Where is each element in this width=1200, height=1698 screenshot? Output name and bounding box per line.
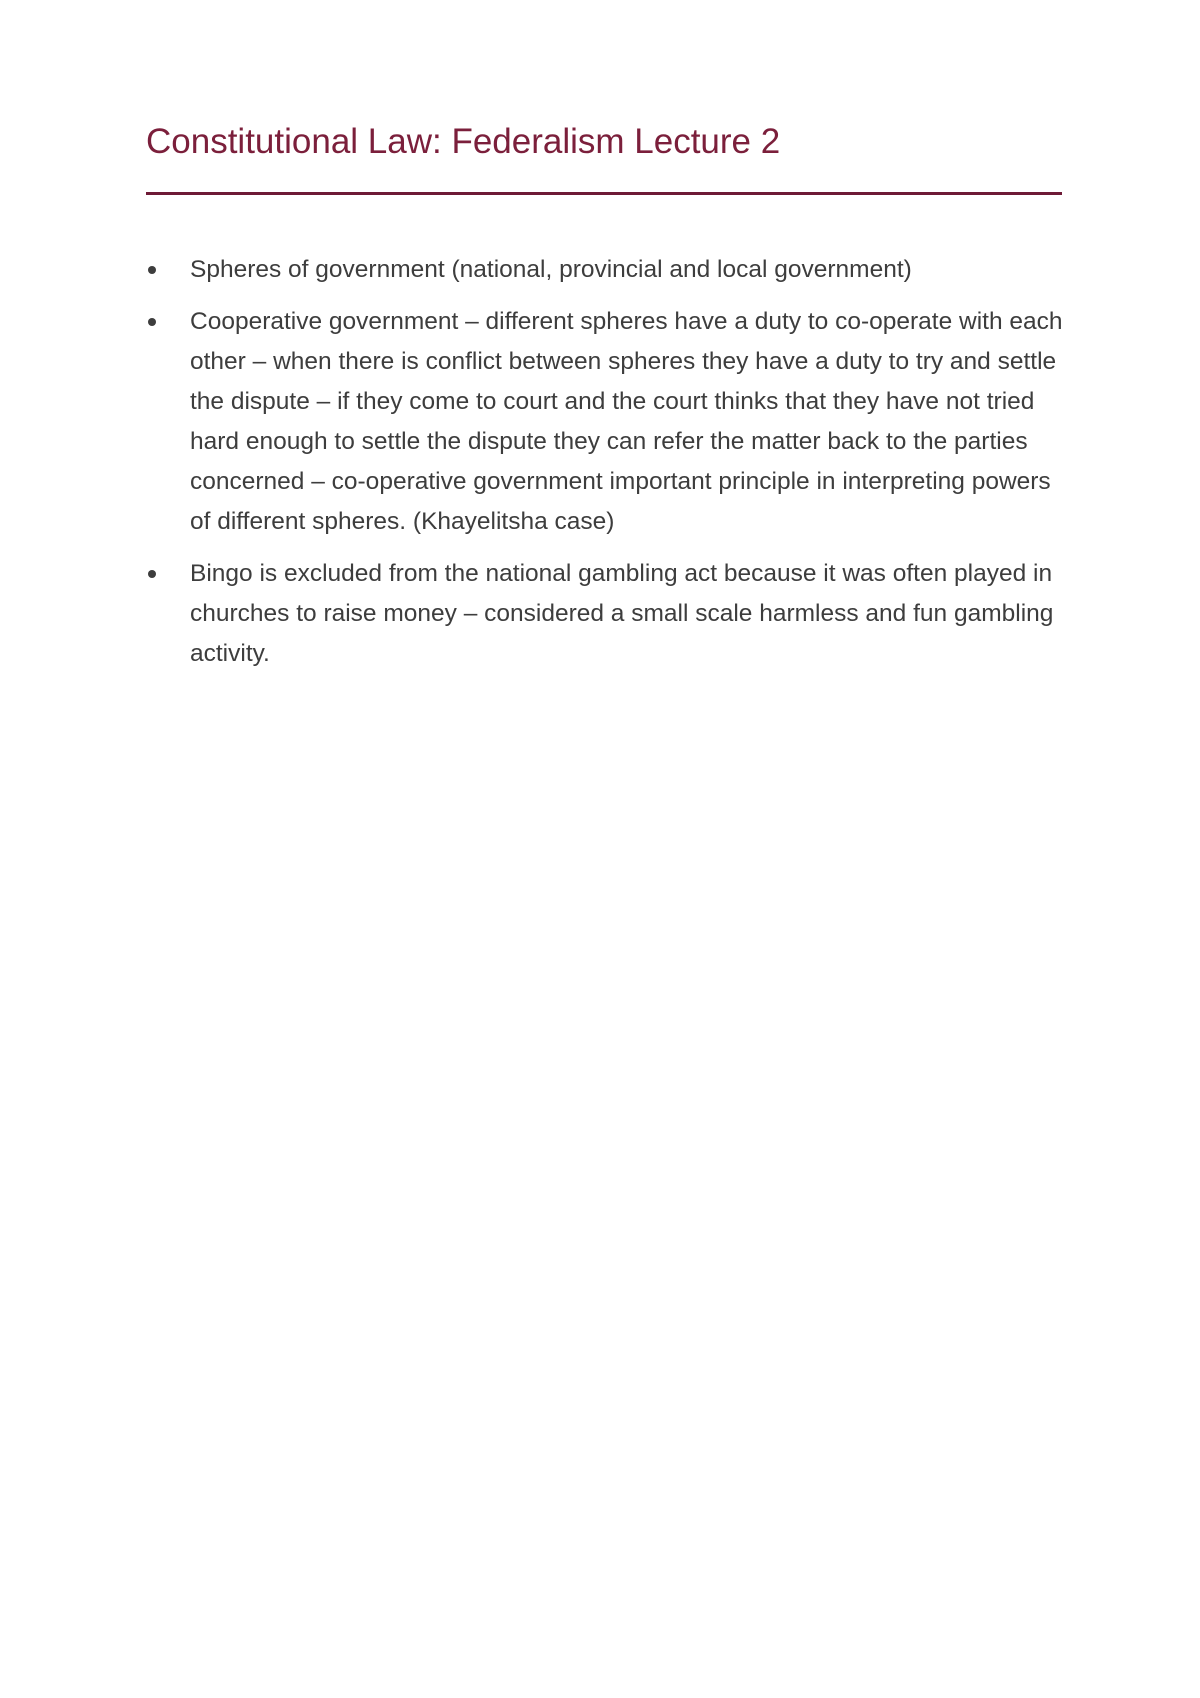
title-divider: [146, 192, 1062, 195]
bullet-dot-icon: [148, 570, 156, 578]
bullet-item-cooperative-government: [146, 302, 1066, 542]
bullet-text: Cooperative government – different spheres have a duty to co-operate with each other – when there is conflict between spheres they have a duty to try and settle the dispute – if they come to court and the court thinks that they have not tried hard enough to settle the dispute they can refer the matter back to the parties concerned – co-operative government important principle in interpreting powers of different spheres. (Khayelitsha case): [190, 308, 1063, 535]
bullet-item-bingo: [146, 554, 1066, 674]
page-title: Constitutional Law: Federalism Lecture 2: [146, 122, 781, 161]
bullet-text: Bingo is excluded from the national gambling act because it was often played in churches to raise money – considered a small scale harmless and fun gambling activity.: [190, 560, 1054, 667]
bullet-list: [146, 250, 1066, 686]
bullet-dot-icon: [148, 318, 156, 326]
bullet-item-spheres: [146, 250, 1066, 290]
bullet-dot-icon: [148, 266, 156, 274]
bullet-text: Spheres of government (national, provincial and local government): [190, 256, 912, 283]
